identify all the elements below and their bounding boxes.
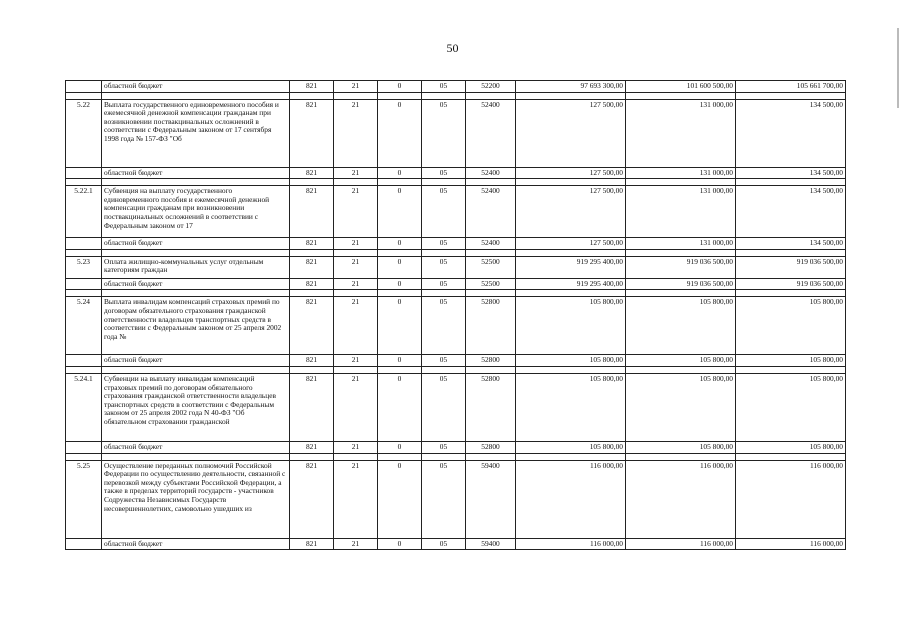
code-cell-subsection: 0 — [378, 297, 422, 355]
table-row-item — [66, 186, 846, 238]
code-cell-item: 52200 — [466, 81, 516, 93]
amount-cell-year1: 127 500,00 — [516, 99, 626, 167]
code-cell-ministry: 821 — [290, 297, 334, 355]
spacer-cell — [736, 290, 846, 297]
code-cell-program: 05 — [422, 441, 466, 453]
spacer-cell — [378, 92, 422, 99]
amount-cell-year1: 97 693 300,00 — [516, 81, 626, 93]
row-name-cell: областной бюджет — [102, 167, 290, 179]
code-cell-item: 59400 — [466, 460, 516, 538]
code-cell-subsection: 0 — [378, 460, 422, 538]
code-cell-program: 05 — [422, 538, 466, 550]
row-spacer — [66, 290, 846, 297]
spacer-cell — [516, 290, 626, 297]
code-cell-ministry: 821 — [290, 538, 334, 550]
spacer-cell — [466, 249, 516, 256]
table-row-budget — [66, 278, 846, 290]
code-cell-section: 21 — [334, 538, 378, 550]
code-cell-item: 52400 — [466, 238, 516, 250]
amount-cell-year3: 105 800,00 — [736, 297, 846, 355]
code-cell-subsection: 0 — [378, 373, 422, 441]
table-row-item — [66, 99, 846, 167]
spacer-cell — [290, 92, 334, 99]
table-row-budget — [66, 355, 846, 367]
spacer-cell — [102, 92, 290, 99]
spacer-cell — [290, 179, 334, 186]
spacer-cell — [102, 453, 290, 460]
amount-cell-year2: 131 000,00 — [626, 186, 736, 238]
amount-cell-year2: 105 800,00 — [626, 297, 736, 355]
code-cell-subsection: 0 — [378, 441, 422, 453]
page-number: 50 — [446, 41, 459, 55]
row-number-cell — [66, 238, 102, 250]
spacer-cell — [66, 453, 102, 460]
code-cell-subsection: 0 — [378, 167, 422, 179]
spacer-cell — [102, 179, 290, 186]
code-cell-program: 05 — [422, 278, 466, 290]
row-name-cell: Осуществление переданных полномочий Российской Федерации по осуществлению деятельности, связанной с перевозкой между субъектами Российской Федерации, а также в пределах территорий государств - участников Содружества Независимых Государств несовершеннолетних, самовольно ушедших из — [102, 460, 290, 538]
code-cell-program: 05 — [422, 460, 466, 538]
table-row-budget — [66, 81, 846, 93]
spacer-cell — [102, 249, 290, 256]
spacer-cell — [626, 249, 736, 256]
row-name-cell: Оплата жилищно-коммунальных услуг отдельным категориям граждан — [102, 256, 290, 278]
code-cell-item: 59400 — [466, 538, 516, 550]
code-cell-program: 05 — [422, 81, 466, 93]
spacer-cell — [626, 290, 736, 297]
code-cell-item: 52800 — [466, 297, 516, 355]
spacer-cell — [422, 290, 466, 297]
amount-cell-year2: 105 800,00 — [626, 441, 736, 453]
code-cell-section: 21 — [334, 373, 378, 441]
spacer-cell — [626, 453, 736, 460]
spacer-cell — [466, 453, 516, 460]
code-cell-ministry: 821 — [290, 441, 334, 453]
amount-cell-year2: 116 000,00 — [626, 460, 736, 538]
spacer-cell — [422, 92, 466, 99]
amount-cell-year3: 105 661 700,00 — [736, 81, 846, 93]
budget-table — [65, 80, 846, 550]
table-row-budget — [66, 441, 846, 453]
amount-cell-year3: 919 036 500,00 — [736, 278, 846, 290]
spacer-cell — [516, 366, 626, 373]
table-row-budget — [66, 238, 846, 250]
spacer-cell — [290, 453, 334, 460]
amount-cell-year1: 127 500,00 — [516, 238, 626, 250]
amount-cell-year3: 105 800,00 — [736, 441, 846, 453]
code-cell-subsection: 0 — [378, 278, 422, 290]
spacer-cell — [290, 366, 334, 373]
spacer-cell — [736, 179, 846, 186]
spacer-cell — [516, 179, 626, 186]
code-cell-section: 21 — [334, 278, 378, 290]
spacer-cell — [466, 290, 516, 297]
row-spacer — [66, 366, 846, 373]
code-cell-program: 05 — [422, 297, 466, 355]
spacer-cell — [736, 366, 846, 373]
spacer-cell — [516, 92, 626, 99]
amount-cell-year1: 105 800,00 — [516, 441, 626, 453]
row-number-cell: 5.22 — [66, 99, 102, 167]
code-cell-section: 21 — [334, 238, 378, 250]
code-cell-item: 52800 — [466, 441, 516, 453]
amount-cell-year3: 134 500,00 — [736, 167, 846, 179]
code-cell-ministry: 821 — [290, 81, 334, 93]
spacer-cell — [334, 453, 378, 460]
table-row-item — [66, 373, 846, 441]
amount-cell-year2: 105 800,00 — [626, 355, 736, 367]
spacer-cell — [334, 290, 378, 297]
code-cell-subsection: 0 — [378, 81, 422, 93]
code-cell-item: 52500 — [466, 256, 516, 278]
code-cell-ministry: 821 — [290, 238, 334, 250]
spacer-cell — [334, 366, 378, 373]
amount-cell-year3: 105 800,00 — [736, 355, 846, 367]
code-cell-ministry: 821 — [290, 460, 334, 538]
code-cell-subsection: 0 — [378, 355, 422, 367]
row-number-cell — [66, 355, 102, 367]
code-cell-subsection: 0 — [378, 238, 422, 250]
row-name-cell: Субвенция на выплату государственного единовременного пособия и ежемесячной денежной компенсации гражданам при возникновении поствакцинальных осложнений в соответствии с Федеральным законом от 17 — [102, 186, 290, 238]
row-spacer — [66, 92, 846, 99]
code-cell-section: 21 — [334, 297, 378, 355]
code-cell-ministry: 821 — [290, 99, 334, 167]
row-number-cell — [66, 538, 102, 550]
row-name-cell: областной бюджет — [102, 238, 290, 250]
spacer-cell — [66, 249, 102, 256]
code-cell-ministry: 821 — [290, 355, 334, 367]
amount-cell-year3: 116 000,00 — [736, 538, 846, 550]
amount-cell-year2: 116 000,00 — [626, 538, 736, 550]
amount-cell-year2: 919 036 500,00 — [626, 278, 736, 290]
amount-cell-year1: 105 800,00 — [516, 373, 626, 441]
code-cell-program: 05 — [422, 355, 466, 367]
spacer-cell — [422, 366, 466, 373]
row-name-cell: областной бюджет — [102, 538, 290, 550]
amount-cell-year1: 116 000,00 — [516, 538, 626, 550]
spacer-cell — [736, 453, 846, 460]
table-row-item — [66, 297, 846, 355]
code-cell-program: 05 — [422, 256, 466, 278]
code-cell-section: 21 — [334, 99, 378, 167]
amount-cell-year2: 131 000,00 — [626, 99, 736, 167]
spacer-cell — [378, 249, 422, 256]
row-number-cell — [66, 81, 102, 93]
spacer-cell — [736, 249, 846, 256]
amount-cell-year1: 919 295 400,00 — [516, 256, 626, 278]
spacer-cell — [736, 92, 846, 99]
spacer-cell — [422, 249, 466, 256]
amount-cell-year3: 134 500,00 — [736, 186, 846, 238]
spacer-cell — [378, 366, 422, 373]
code-cell-subsection: 0 — [378, 99, 422, 167]
spacer-cell — [422, 179, 466, 186]
code-cell-item: 52400 — [466, 99, 516, 167]
row-spacer — [66, 249, 846, 256]
code-cell-program: 05 — [422, 167, 466, 179]
row-number-cell: 5.24 — [66, 297, 102, 355]
row-name-cell: областной бюджет — [102, 81, 290, 93]
spacer-cell — [626, 366, 736, 373]
amount-cell-year1: 127 500,00 — [516, 186, 626, 238]
amount-cell-year3: 134 500,00 — [736, 99, 846, 167]
table-row-item — [66, 256, 846, 278]
code-cell-section: 21 — [334, 186, 378, 238]
amount-cell-year3: 919 036 500,00 — [736, 256, 846, 278]
amount-cell-year1: 919 295 400,00 — [516, 278, 626, 290]
code-cell-item: 52800 — [466, 355, 516, 367]
code-cell-program: 05 — [422, 238, 466, 250]
code-cell-section: 21 — [334, 460, 378, 538]
spacer-cell — [378, 179, 422, 186]
amount-cell-year2: 101 600 500,00 — [626, 81, 736, 93]
code-cell-section: 21 — [334, 81, 378, 93]
spacer-cell — [102, 290, 290, 297]
row-number-cell: 5.24.1 — [66, 373, 102, 441]
spacer-cell — [290, 249, 334, 256]
amount-cell-year1: 116 000,00 — [516, 460, 626, 538]
table-row-item — [66, 460, 846, 538]
spacer-cell — [378, 453, 422, 460]
spacer-cell — [66, 366, 102, 373]
spacer-cell — [66, 92, 102, 99]
code-cell-ministry: 821 — [290, 167, 334, 179]
amount-cell-year2: 919 036 500,00 — [626, 256, 736, 278]
code-cell-item: 52400 — [466, 186, 516, 238]
amount-cell-year1: 105 800,00 — [516, 297, 626, 355]
spacer-cell — [422, 453, 466, 460]
row-name-cell: областной бюджет — [102, 355, 290, 367]
scan-edge-mark — [897, 28, 899, 108]
table-row-budget — [66, 538, 846, 550]
amount-cell-year1: 105 800,00 — [516, 355, 626, 367]
spacer-cell — [626, 179, 736, 186]
row-number-cell — [66, 441, 102, 453]
row-number-cell: 5.25 — [66, 460, 102, 538]
spacer-cell — [466, 92, 516, 99]
code-cell-program: 05 — [422, 186, 466, 238]
spacer-cell — [378, 290, 422, 297]
row-number-cell — [66, 167, 102, 179]
code-cell-ministry: 821 — [290, 373, 334, 441]
spacer-cell — [626, 92, 736, 99]
spacer-cell — [102, 366, 290, 373]
row-number-cell: 5.22.1 — [66, 186, 102, 238]
code-cell-section: 21 — [334, 167, 378, 179]
row-name-cell: Субвенции на выплату инвалидам компенсаций страховых премий по договорам обязательного страхования гражданской ответственности владельцев транспортных средств в соответствии с Федеральным законом от 25 апреля 2002 года N 40-ФЗ "Об обязательном страховании гражданской — [102, 373, 290, 441]
spacer-cell — [66, 179, 102, 186]
row-number-cell — [66, 278, 102, 290]
spacer-cell — [334, 179, 378, 186]
row-spacer — [66, 453, 846, 460]
row-name-cell: областной бюджет — [102, 278, 290, 290]
code-cell-ministry: 821 — [290, 278, 334, 290]
code-cell-subsection: 0 — [378, 538, 422, 550]
code-cell-section: 21 — [334, 355, 378, 367]
amount-cell-year2: 131 000,00 — [626, 167, 736, 179]
amount-cell-year1: 127 500,00 — [516, 167, 626, 179]
amount-cell-year2: 131 000,00 — [626, 238, 736, 250]
code-cell-item: 52400 — [466, 167, 516, 179]
code-cell-ministry: 821 — [290, 186, 334, 238]
amount-cell-year3: 134 500,00 — [736, 238, 846, 250]
code-cell-ministry: 821 — [290, 256, 334, 278]
code-cell-program: 05 — [422, 373, 466, 441]
spacer-cell — [466, 179, 516, 186]
spacer-cell — [66, 290, 102, 297]
code-cell-program: 05 — [422, 99, 466, 167]
row-name-cell: Выплата инвалидам компенсаций страховых премий по договорам обязательного страхования гражданской ответственности владельцев транспортных средств в соответствии с Федеральным законом от 25 апреля 2002 года № — [102, 297, 290, 355]
amount-cell-year3: 105 800,00 — [736, 373, 846, 441]
spacer-cell — [466, 366, 516, 373]
spacer-cell — [334, 249, 378, 256]
code-cell-subsection: 0 — [378, 186, 422, 238]
spacer-cell — [290, 290, 334, 297]
row-number-cell: 5.23 — [66, 256, 102, 278]
amount-cell-year2: 105 800,00 — [626, 373, 736, 441]
table-row-budget — [66, 167, 846, 179]
amount-cell-year3: 116 000,00 — [736, 460, 846, 538]
spacer-cell — [516, 249, 626, 256]
row-name-cell: областной бюджет — [102, 441, 290, 453]
code-cell-item: 52800 — [466, 373, 516, 441]
row-name-cell: Выплата государственного единовременного пособия и ежемесячной денежной компенсации гражданам при возникновении поствакцинальных осложнений в соответствии с Федеральным законом от 17 сентября 1998 года № 157-ФЗ "Об — [102, 99, 290, 167]
code-cell-section: 21 — [334, 441, 378, 453]
code-cell-subsection: 0 — [378, 256, 422, 278]
row-spacer — [66, 179, 846, 186]
code-cell-section: 21 — [334, 256, 378, 278]
code-cell-item: 52500 — [466, 278, 516, 290]
spacer-cell — [516, 453, 626, 460]
spacer-cell — [334, 92, 378, 99]
